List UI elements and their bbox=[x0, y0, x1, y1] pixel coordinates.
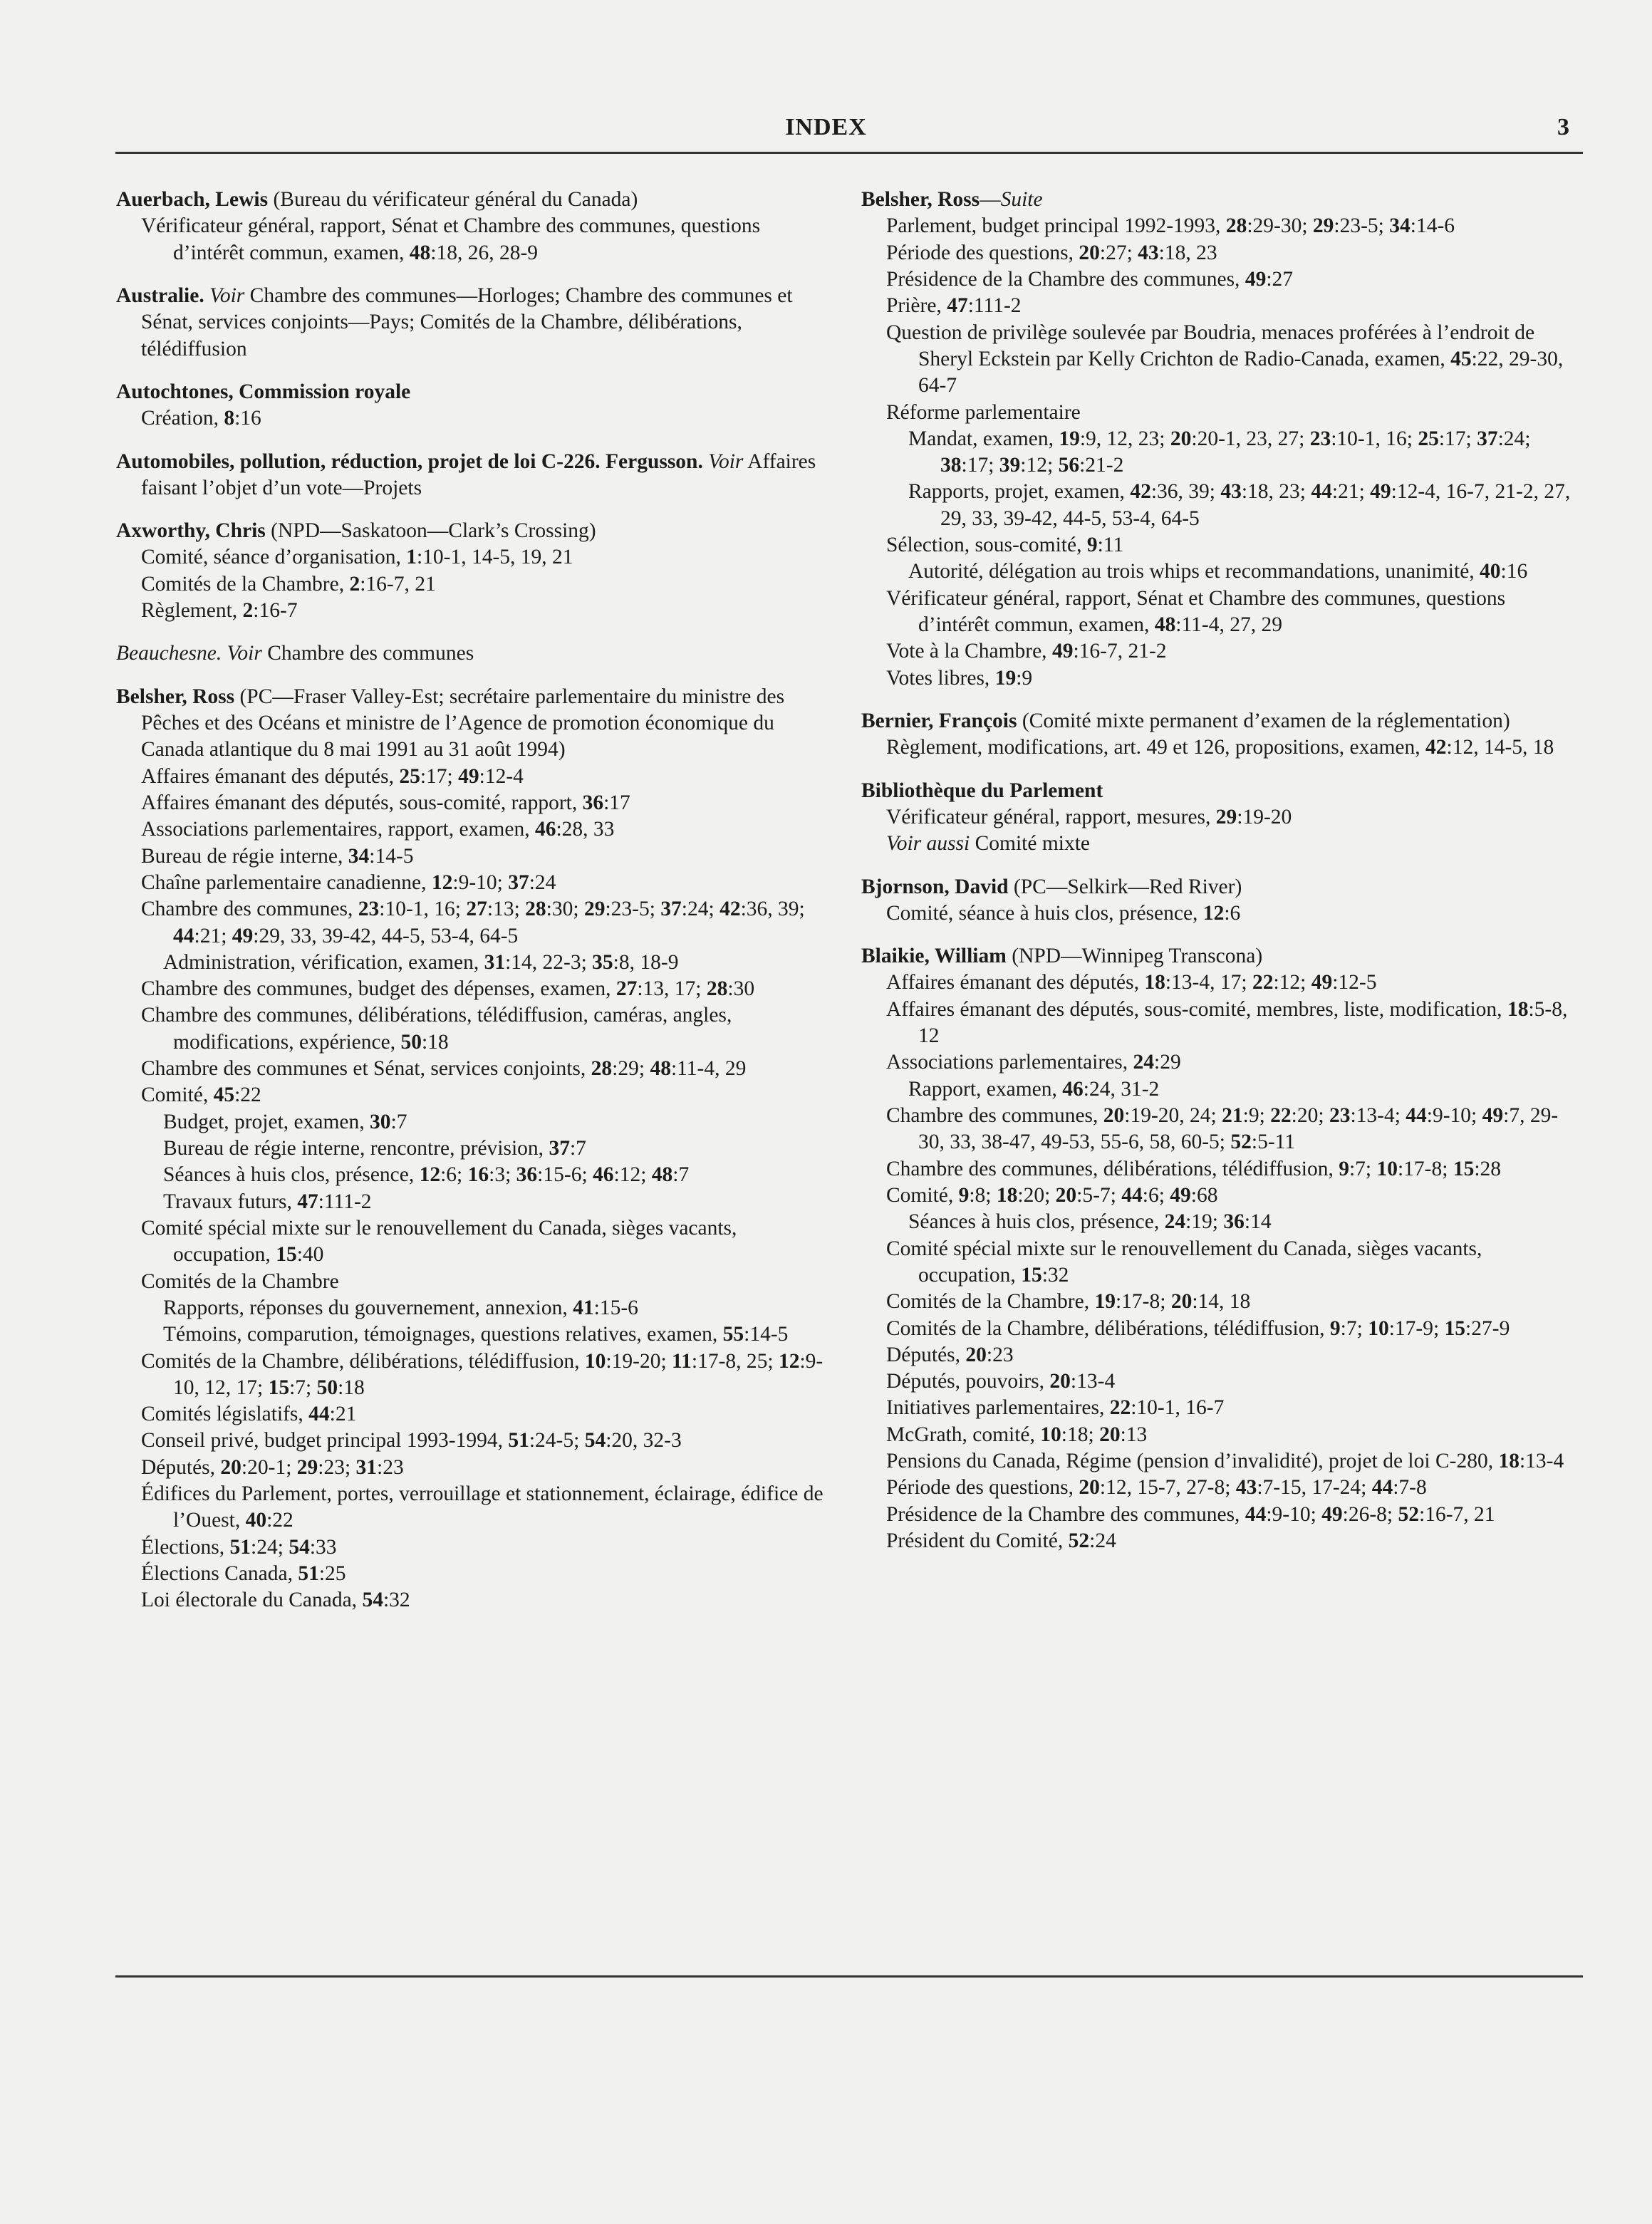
index-subentry: Période des questions, 20:12, 15-7, 27-8; 43:7-15, 17-24; 44:7-8 bbox=[886, 1476, 1427, 1500]
index-subentry: Séances à huis clos, présence, 12:6; 16:3; 36:15-6; 46:12; 48:7 bbox=[163, 1163, 690, 1187]
index-subentry: Rapports, projet, examen, 42:36, 39; 43:18, 23; 44:21; 49:12-4, 16-7, 21-2, 27, 29, 33, 39-42, 44-5, 53-4, 64-5 bbox=[908, 480, 1571, 530]
index-subentry: Témoins, comparution, témoignages, questions relatives, examen, 55:14-5 bbox=[163, 1323, 789, 1346]
index-subentry: Voir aussi Comité mixte bbox=[886, 832, 1091, 856]
index-subentry: Comités de la Chambre, délibérations, télédiffusion, 10:19-20; 11:17-8, 25; 12:9-10, 12, 17; 15:7; 50:18 bbox=[141, 1349, 824, 1399]
index-subentry: Affaires émanant des députés, 25:17; 49:12-4 bbox=[141, 764, 524, 788]
index-subentry: Pensions du Canada, Régime (pension d’invalidité), projet de loi C-280, 18:13-4 bbox=[886, 1450, 1564, 1473]
index-entry bbox=[116, 684, 828, 1614]
index-heading: Belsher, Ross—Suite bbox=[861, 188, 1043, 211]
index-subentry: Mandat, examen, 19:9, 12, 23; 20:20-1, 23, 27; 23:10-1, 16; 25:17; 37:24; 38:17; 39:12; 56:21-2 bbox=[908, 427, 1531, 477]
index-subentry: Chambre des communes, 20:19-20, 24; 21:9; 22:20; 23:13-4; 44:9-10; 49:7, 29-30, 33, 38-47, 49-53, 55-6, 58, 60-5; 52:5-11 bbox=[886, 1104, 1559, 1154]
index-subentry: Comité, 45:22 bbox=[141, 1084, 261, 1107]
index-subentry: Séances à huis clos, présence, 24:19; 36:14 bbox=[908, 1210, 1272, 1234]
index-subentry: Vérificateur général, rapport, Sénat et Chambre des communes, questions d’intérêt commun, examen, 48:18, 26, 28-9 bbox=[141, 214, 761, 264]
index-subentry: Loi électorale du Canada, 54:32 bbox=[141, 1589, 410, 1612]
index-subentry: Affaires émanant des députés, sous-comité, membres, liste, modification, 18:5-8, 12 bbox=[886, 997, 1568, 1048]
index-entry bbox=[861, 778, 1574, 858]
index-subentry: Règlement, modifications, art. 49 et 126, propositions, examen, 42:12, 14-5, 18 bbox=[886, 736, 1554, 759]
index-subentry: Chambre des communes, délibérations, télédiffusion, 9:7; 10:17-8; 15:28 bbox=[886, 1157, 1502, 1180]
index-subentry: Président du Comité, 52:24 bbox=[886, 1529, 1116, 1552]
index-entry bbox=[861, 187, 1574, 692]
index-subentry: Présidence de la Chambre des communes, 44:9-10; 49:26-8; 52:16-7, 21 bbox=[886, 1502, 1495, 1526]
index-subentry: Affaires émanant des députés, 18:13-4, 17; 22:12; 49:12-5 bbox=[886, 971, 1377, 994]
index-subentry: Création, 8:16 bbox=[141, 407, 261, 430]
index-entry bbox=[116, 449, 828, 502]
index-subentry: Comité spécial mixte sur le renouvellement du Canada, sièges vacants, occupation, 15:32 bbox=[886, 1237, 1482, 1287]
index-entry bbox=[116, 518, 828, 624]
index-subentry: Question de privilège soulevée par Boudria, menaces proférées à l’endroit de Sheryl Eckstein par Kelly Crichton de Radio-Canada, examen, 45:22, 29-30, 64-7 bbox=[886, 321, 1564, 397]
index-subentry: Comité spécial mixte sur le renouvellement du Canada, sièges vacants, occupation, 15:40 bbox=[141, 1216, 737, 1267]
index-subentry: Initiatives parlementaires, 22:10-1, 16-7 bbox=[886, 1396, 1225, 1420]
index-subentry: Autorité, délégation au trois whips et recommandations, unanimité, 40:16 bbox=[908, 560, 1528, 583]
page-number: 3 bbox=[1557, 114, 1569, 140]
index-subentry: Vote à la Chambre, 49:16-7, 21-2 bbox=[886, 640, 1167, 663]
index-entry bbox=[116, 379, 828, 432]
index-subentry: McGrath, comité, 10:18; 20:13 bbox=[886, 1423, 1148, 1446]
index-subentry: Édifices du Parlement, portes, verrouillage et stationnement, éclairage, édifice de l’Ouest, 40:22 bbox=[141, 1482, 824, 1532]
index-subentry: Comités de la Chambre, délibérations, télédiffusion, 9:7; 10:17-9; 15:27-9 bbox=[886, 1316, 1510, 1340]
index-subentry: Parlement, budget principal 1992-1993, 28:29-30; 29:23-5; 34:14-6 bbox=[886, 214, 1455, 238]
index-subentry: Administration, vérification, examen, 31:14, 22-3; 35:8, 18-9 bbox=[163, 950, 679, 974]
index-entry bbox=[116, 283, 828, 363]
index-subentry: Prière, 47:111-2 bbox=[886, 294, 1022, 318]
index-subentry: Comités de la Chambre, 2:16-7, 21 bbox=[141, 572, 436, 596]
index-subentry: Vérificateur général, rapport, Sénat et Chambre des communes, questions d’intérêt commun, examen, 48:11-4, 27, 29 bbox=[886, 586, 1506, 636]
index-entry bbox=[116, 640, 828, 667]
index-subentry: Élections, 51:24; 54:33 bbox=[141, 1535, 337, 1559]
index-column-right bbox=[861, 187, 1574, 1571]
index-heading: Blaikie, William (NPD—Winnipeg Transcona) bbox=[861, 945, 1263, 968]
index-subentry: Comités de la Chambre bbox=[141, 1269, 339, 1293]
index-subentry: Conseil privé, budget principal 1993-1994, 51:24-5; 54:20, 32-3 bbox=[141, 1429, 682, 1453]
index-subentry: Travaux futurs, 47:111-2 bbox=[163, 1190, 372, 1213]
index-heading: Beauchesne. Voir Chambre des communes bbox=[116, 642, 474, 665]
index-subentry: Chambre des communes, budget des dépenses, examen, 27:13, 17; 28:30 bbox=[141, 977, 755, 1001]
index-entry bbox=[116, 187, 828, 266]
index-subentry: Députés, pouvoirs, 20:13-4 bbox=[886, 1370, 1116, 1393]
index-entry bbox=[861, 708, 1574, 762]
index-subentry: Budget, projet, examen, 30:7 bbox=[163, 1110, 407, 1133]
index-heading: Bibliothèque du Parlement bbox=[861, 779, 1103, 802]
index-subentry: Rapport, examen, 46:24, 31-2 bbox=[908, 1077, 1160, 1101]
index-subentry: Vérificateur général, rapport, mesures, 29:19-20 bbox=[886, 805, 1292, 828]
index-subentry: Comité, 9:8; 18:20; 20:5-7; 44:6; 49:68 bbox=[886, 1183, 1218, 1207]
index-subentry: Comités législatifs, 44:21 bbox=[141, 1403, 357, 1426]
index-subentry: Députés, 20:23 bbox=[886, 1343, 1014, 1366]
index-subentry: Associations parlementaires, rapport, examen, 46:28, 33 bbox=[141, 818, 615, 841]
index-subentry: Présidence de la Chambre des communes, 49:27 bbox=[886, 267, 1294, 291]
index-heading: Axworthy, Chris (NPD—Saskatoon—Clark’s Crossing) bbox=[116, 519, 596, 543]
index-heading: Autochtones, Commission royale bbox=[116, 380, 411, 403]
index-subentry: Rapports, réponses du gouvernement, annexion, 41:15-6 bbox=[163, 1296, 638, 1319]
header-rule bbox=[115, 152, 1583, 154]
index-column-left bbox=[116, 187, 828, 1631]
index-subentry: Règlement, 2:16-7 bbox=[141, 599, 298, 623]
index-subentry: Élections Canada, 51:25 bbox=[141, 1562, 346, 1585]
index-subentry: Chaîne parlementaire canadienne, 12:9-10; 37:24 bbox=[141, 871, 556, 894]
index-subentry: Affaires émanant des députés, sous-comité, rapport, 36:17 bbox=[141, 791, 630, 814]
index-subentry: Chambre des communes, 23:10-1, 16; 27:13; 28:30; 29:23-5; 37:24; 42:36, 39; 44:21; 49:29, 33, 39-42, 44-5, 53-4, 64-5 bbox=[141, 898, 805, 947]
index-subentry: Associations parlementaires, 24:29 bbox=[886, 1051, 1181, 1074]
index-heading: Automobiles, pollution, réduction, projet de loi C-226. Fergusson. Voir Affaires faisant l’objet d’un vote—Projets bbox=[116, 450, 816, 499]
index-subentry: Votes libres, 19:9 bbox=[886, 666, 1033, 690]
index-subentry: Comités de la Chambre, 19:17-8; 20:14, 18 bbox=[886, 1290, 1251, 1314]
index-heading: Auerbach, Lewis (Bureau du vérificateur général du Canada) bbox=[116, 188, 638, 211]
index-subentry: Chambre des communes, délibérations, télédiffusion, caméras, angles, modifications, expérience, 50:18 bbox=[141, 1004, 732, 1054]
index-subentry: Bureau de régie interne, rencontre, prévision, 37:7 bbox=[163, 1137, 586, 1160]
index-subentry: Sélection, sous-comité, 9:11 bbox=[886, 534, 1124, 557]
index-subentry: Comité, séance à huis clos, présence, 12:6 bbox=[886, 901, 1241, 925]
page-header-title: INDEX bbox=[785, 114, 867, 140]
index-subentry: Chambre des communes et Sénat, services conjoints, 28:29; 48:11-4, 29 bbox=[141, 1057, 747, 1081]
index-subentry: Comité, séance d’organisation, 1:10-1, 14-5, 19, 21 bbox=[141, 546, 573, 569]
index-entry bbox=[861, 874, 1574, 927]
index-heading: Bjornson, David (PC—Selkirk—Red River) bbox=[861, 875, 1242, 898]
index-heading: Australie. Voir Chambre des communes—Horloges; Chambre des communes et Sénat, services conjoints—Pays; Comités de la Chambre, délibérations, télédiffusion bbox=[116, 284, 793, 360]
footer-rule bbox=[115, 1975, 1583, 1978]
index-subentry: Députés, 20:20-1; 29:23; 31:23 bbox=[141, 1455, 404, 1479]
index-heading: Belsher, Ross (PC—Fraser Valley-Est; secrétaire parlementaire du ministre des Pêches et des Océans et ministre de l’Agence de promotion économique du Canada atlantique du 8 mai 1991 au 31 août 1994) bbox=[116, 685, 785, 762]
index-entry bbox=[861, 943, 1574, 1554]
index-heading: Bernier, François (Comité mixte permanent d’examen de la réglementation) bbox=[861, 709, 1510, 732]
index-subentry: Bureau de régie interne, 34:14-5 bbox=[141, 844, 414, 868]
index-subentry: Période des questions, 20:27; 43:18, 23 bbox=[886, 241, 1217, 264]
index-subentry: Réforme parlementaire bbox=[886, 400, 1081, 424]
